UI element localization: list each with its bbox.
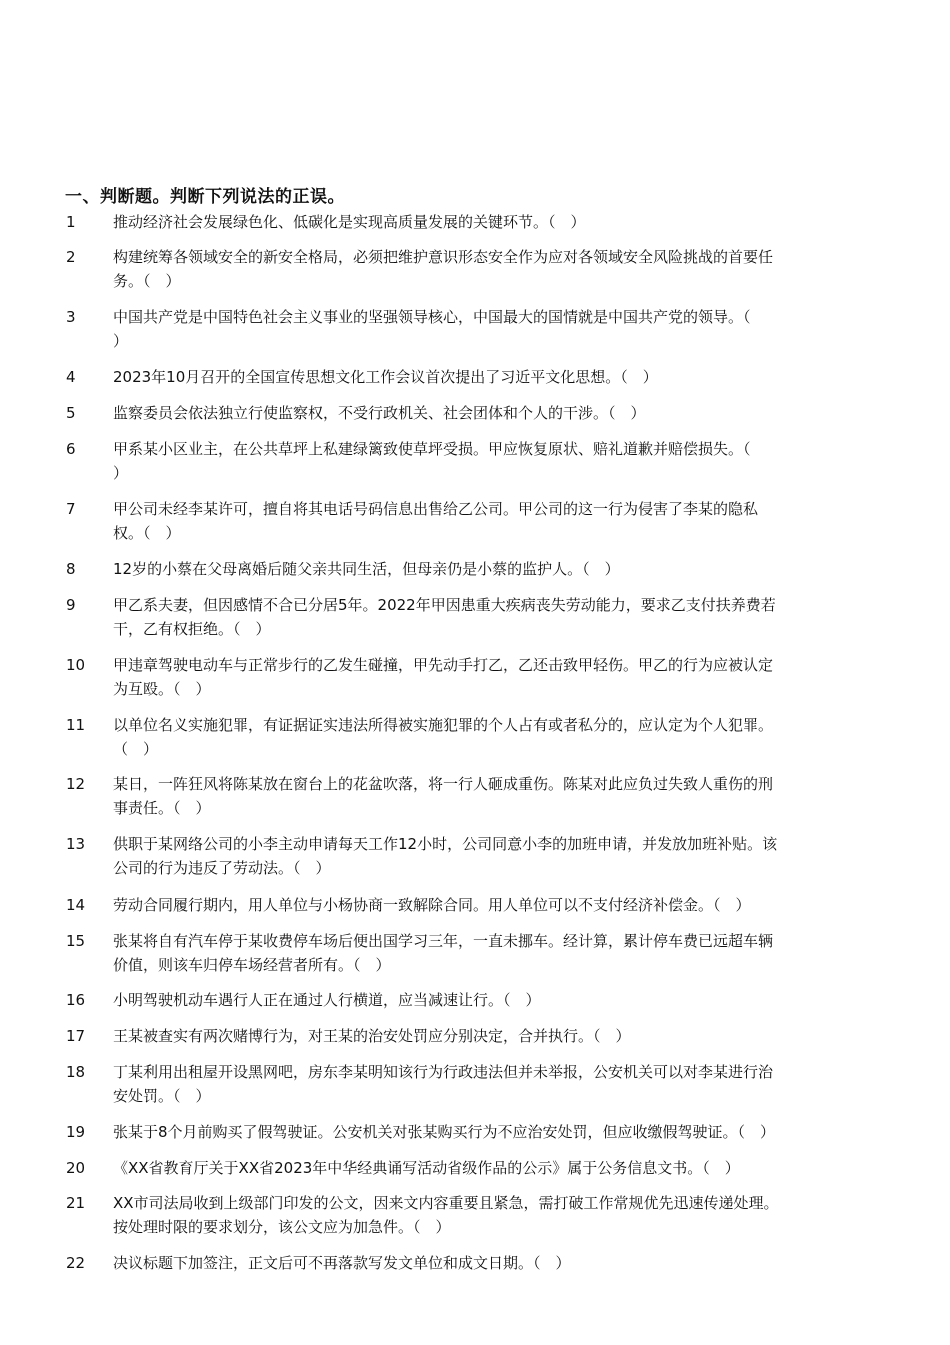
question-text: 小明驾驶机动车遇行人正在通过人行横道，应当减速让行。（ ） <box>113 991 541 1009</box>
question-number: 18 <box>66 1063 86 1081</box>
question-number: 22 <box>66 1254 86 1272</box>
question-number: 5 <box>66 404 76 422</box>
question-number: 6 <box>66 440 76 458</box>
question-number: 11 <box>66 716 86 734</box>
section-title: 一、判断题。判断下列说法的正误。 <box>65 187 345 207</box>
question-number: 21 <box>66 1194 86 1212</box>
question-number: 9 <box>66 596 76 614</box>
question-text: 构建统筹各领域安全的新安全格局，必须把维护意识形态安全作为应对各领域安全风险挑战的首要任 务。（ ） <box>113 248 774 290</box>
question-number: 1 <box>66 213 76 231</box>
question-text: 以单位名义实施犯罪，有证据证实违法所得被实施犯罪的个人占有或者私分的，应认定为个人犯罪。 （ ） <box>113 716 774 758</box>
question-number: 3 <box>66 308 76 326</box>
question-text: 《XX省教育厅关于XX省2023年中华经典诵写活动省级作品的公示》属于公务信息文书。（ ） <box>113 1159 740 1177</box>
question-text: XX市司法局收到上级部门印发的公文，因来文内容重要且紧急，需打破工作常规优先迅速传递处理。 按处理时限的要求划分，该公文应为加急件。（ ） <box>113 1194 779 1236</box>
question-text: 供职于某网络公司的小李主动申请每天工作12小时，公司同意小李的加班申请，并发放加班补贴。该 公司的行为违反了劳动法。（ ） <box>113 835 778 877</box>
question-text: 甲违章驾驶电动车与正常步行的乙发生碰撞，甲先动手打乙，乙还击致甲轻伤。甲乙的行为应被认定 为互殴。（ ） <box>113 656 774 698</box>
question-text: 推动经济社会发展绿色化、低碳化是实现高质量发展的关键环节。（ ） <box>113 213 586 231</box>
question-text: 中国共产党是中国特色社会主义事业的坚强领导核心，中国最大的国情就是中国共产党的领导。（ ） <box>113 308 751 350</box>
question-text: 劳动合同履行期内，用人单位与小杨协商一致解除合同。用人单位可以不支付经济补偿金。（ ） <box>113 896 751 914</box>
question-number: 20 <box>66 1159 86 1177</box>
question-number: 15 <box>66 932 86 950</box>
question-text: 某日，一阵狂风将陈某放在窗台上的花盆吹落，将一行人砸成重伤。陈某对此应负过失致人重伤的刑 事责任。（ ） <box>113 775 774 817</box>
question-number: 8 <box>66 560 76 578</box>
question-text: 丁某利用出租屋开设黑网吧，房东李某明知该行为行政违法但并未举报，公安机关可以对李某进行治 安处罚。（ ） <box>113 1063 774 1105</box>
question-number: 19 <box>66 1123 86 1141</box>
question-text: 张某于8个月前购买了假驾驶证。公安机关对张某购买行为不应治安处罚，但应收缴假驾驶证。（ ） <box>113 1123 776 1141</box>
question-number: 14 <box>66 896 86 914</box>
question-number: 13 <box>66 835 86 853</box>
question-text: 2023年10月召开的全国宣传思想文化工作会议首次提出了习近平文化思想。（ ） <box>113 368 658 386</box>
question-text: 甲系某小区业主，在公共草坪上私建绿篱致使草坪受损。甲应恢复原状、赔礼道歉并赔偿损失。（ ） <box>113 440 751 482</box>
question-number: 7 <box>66 500 76 518</box>
question-text: 决议标题下加签注，正文后可不再落款写发文单位和成文日期。（ ） <box>113 1254 571 1272</box>
question-number: 10 <box>66 656 86 674</box>
question-text: 甲乙系夫妻，但因感情不合已分居5年。2022年甲因患重大疾病丧失劳动能力，要求乙支付扶养费若 干，乙有权拒绝。（ ） <box>113 596 776 638</box>
question-text: 监察委员会依法独立行使监察权，不受行政机关、社会团体和个人的干涉。（ ） <box>113 404 646 422</box>
question-text: 王某被查实有两次赌博行为，对王某的治安处罚应分别决定，合并执行。（ ） <box>113 1027 631 1045</box>
question-text: 12岁的小蔡在父母离婚后随父亲共同生活，但母亲仍是小蔡的监护人。（ ） <box>113 560 620 578</box>
question-number: 4 <box>66 368 76 386</box>
question-text: 甲公司未经李某许可，擅自将其电话号码信息出售给乙公司。甲公司的这一行为侵害了李某的隐私 权。（ ） <box>113 500 759 542</box>
question-number: 16 <box>66 991 86 1009</box>
question-text: 张某将自有汽车停于某收费停车场后便出国学习三年，一直未挪车。经计算，累计停车费已远超车辆 价值，则该车归停车场经营者所有。（ ） <box>113 932 774 974</box>
question-number: 12 <box>66 775 86 793</box>
question-number: 17 <box>66 1027 86 1045</box>
question-number: 2 <box>66 248 76 266</box>
